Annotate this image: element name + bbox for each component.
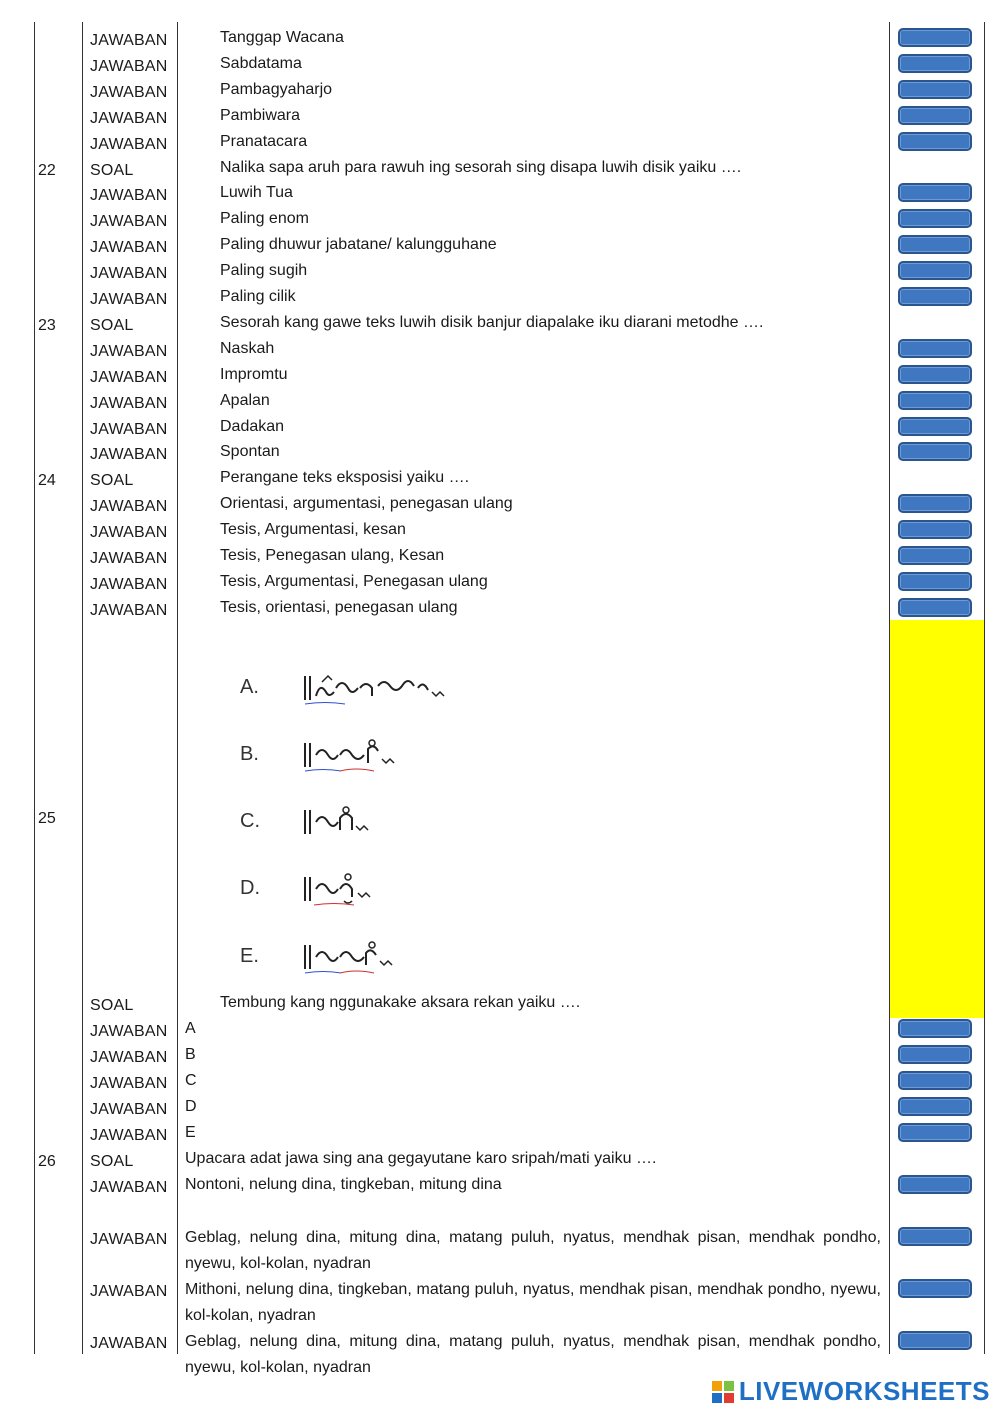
answer-label: JAWABAN (90, 239, 168, 256)
answer-drop-box[interactable] (898, 1227, 972, 1246)
question-text: Tembung kang nggunakake aksara rekan yaiku …. (220, 994, 581, 1011)
answer-option-text: Luwih Tua (220, 184, 293, 201)
answer-option-text: Dadakan (220, 418, 285, 435)
answer-drop-box[interactable] (898, 1331, 972, 1350)
answer-drop-box[interactable] (898, 235, 972, 254)
answer-label: JAWABAN (90, 58, 168, 75)
answer-drop-box[interactable] (898, 391, 972, 410)
answer-label: JAWABAN (90, 395, 168, 412)
answer-label: JAWABAN (90, 343, 168, 360)
option-letter: D. (240, 877, 260, 899)
javanese-script-image (300, 737, 450, 773)
option-letter: C. (240, 810, 260, 832)
answer-label: JAWABAN (90, 602, 168, 619)
answer-option-text: Tesis, Penegasan ulang, Kesan (220, 547, 445, 564)
answer-option-text: Mithoni, nelung dina, tingkeban, matang puluh, nyatus, mendhak pisan, mendhak pondho, nyewu, kol-kolan, nyadran (185, 1281, 881, 1324)
answer-drop-box[interactable] (898, 28, 972, 47)
answer-option-text: Apalan (220, 392, 270, 409)
answer-option-text: A (185, 1020, 196, 1037)
answer-label: JAWABAN (90, 1231, 168, 1248)
answer-label: JAWABAN (90, 1283, 168, 1300)
option-letter: E. (240, 945, 259, 967)
answer-option-text: Nontoni, nelung dina, tingkeban, mitung dina (185, 1176, 502, 1193)
answer-drop-box[interactable] (898, 1019, 972, 1038)
question-number: 26 (38, 1153, 56, 1170)
answer-option-text: D (185, 1098, 197, 1115)
answer-drop-box[interactable] (898, 546, 972, 565)
brand-name: LIVEWORKSHEETS (738, 1376, 990, 1406)
answer-drop-box[interactable] (898, 572, 972, 591)
answer-label: JAWABAN (90, 1179, 168, 1196)
answer-option-text: Orientasi, argumentasi, penegasan ulang (220, 495, 513, 512)
question-text: Perangane teks eksposisi yaiku …. (220, 469, 470, 486)
answer-label: JAWABAN (90, 421, 168, 438)
question-label: SOAL (90, 1153, 134, 1170)
question-label: SOAL (90, 317, 134, 334)
javanese-script-image (300, 670, 450, 706)
answer-drop-box[interactable] (898, 365, 972, 384)
answer-drop-box[interactable] (898, 1045, 972, 1064)
answer-drop-box[interactable] (898, 520, 972, 539)
answer-drop-box[interactable] (898, 287, 972, 306)
answer-option-text: Paling dhuwur jabatane/ kalungguhane (220, 236, 497, 253)
question-text: Nalika sapa aruh para rawuh ing sesorah sing disapa luwih disik yaiku …. (220, 159, 742, 176)
answer-drop-box[interactable] (898, 598, 972, 617)
answer-label: JAWABAN (90, 369, 168, 386)
answer-option-text: Naskah (220, 340, 275, 357)
answer-drop-box[interactable] (898, 1071, 972, 1090)
answer-drop-box[interactable] (898, 1123, 972, 1142)
answer-option-text: Paling enom (220, 210, 309, 227)
answer-drop-box[interactable] (898, 1279, 972, 1298)
question-number: 23 (38, 317, 56, 334)
answer-label: JAWABAN (90, 1075, 168, 1092)
answer-label: JAWABAN (90, 110, 168, 127)
answer-label: JAWABAN (90, 84, 168, 101)
answer-option-text: Tesis, orientasi, penegasan ulang (220, 599, 458, 616)
answer-drop-box[interactable] (898, 1175, 972, 1194)
question-text: Upacara adat jawa sing ana gegayutane karo sripah/mati yaiku …. (185, 1150, 657, 1167)
answer-option-text: Geblag, nelung dina, mitung dina, matang puluh, nyatus, mendhak pisan, mendhak pondho, nyewu, kol-kolan, nyadran (185, 1333, 881, 1376)
option-letter: A. (240, 676, 259, 698)
answer-option-text: E (185, 1124, 196, 1141)
answer-option-text: Tesis, Argumentasi, kesan (220, 521, 406, 538)
answer-label: JAWABAN (90, 446, 168, 463)
answer-option-text: Paling sugih (220, 262, 308, 279)
answer-label: JAWABAN (90, 187, 168, 204)
answer-drop-box[interactable] (898, 132, 972, 151)
answer-option-text: Pranatacara (220, 133, 308, 150)
answer-drop-box[interactable] (898, 183, 972, 202)
answer-option-text: Tanggap Wacana (220, 29, 344, 46)
javanese-script-image (300, 871, 450, 907)
answer-drop-box[interactable] (898, 54, 972, 73)
answer-label: JAWABAN (90, 1335, 168, 1352)
drop-zone-highlight[interactable] (890, 620, 984, 1018)
answer-drop-box[interactable] (898, 494, 972, 513)
answer-drop-box[interactable] (898, 261, 972, 280)
answer-label: JAWABAN (90, 576, 168, 593)
answer-option-text: Pambiwara (220, 107, 301, 124)
answer-label: JAWABAN (90, 1023, 168, 1040)
answer-option-text: Paling cilik (220, 288, 296, 305)
question-number: 25 (38, 810, 56, 827)
answer-drop-box[interactable] (898, 209, 972, 228)
answer-option-text: C (185, 1072, 197, 1089)
liveworksheets-logo-icon (711, 1380, 735, 1404)
answer-drop-box[interactable] (898, 80, 972, 99)
question-number: 24 (38, 472, 56, 489)
liveworksheets-brand (711, 1376, 990, 1407)
answer-label: JAWABAN (90, 498, 168, 515)
answer-drop-box[interactable] (898, 106, 972, 125)
answer-label: JAWABAN (90, 265, 168, 282)
answer-label: JAWABAN (90, 1127, 168, 1144)
answer-drop-box[interactable] (898, 1097, 972, 1116)
question-number: 22 (38, 162, 56, 179)
answer-option-text: Pambagyaharjo (220, 81, 333, 98)
answer-label: JAWABAN (90, 32, 168, 49)
question-label: SOAL (90, 472, 134, 489)
answer-label: JAWABAN (90, 213, 168, 230)
answer-label: JAWABAN (90, 291, 168, 308)
question-label: SOAL (90, 162, 134, 179)
answer-label: JAWABAN (90, 524, 168, 541)
question-text: Sesorah kang gawe teks luwih disik banjur diapalake iku diarani metodhe …. (220, 314, 764, 331)
answer-option-text: Impromtu (220, 366, 288, 383)
answer-drop-box[interactable] (898, 417, 972, 436)
question-label: SOAL (90, 997, 134, 1014)
option-letter: B. (240, 743, 259, 765)
javanese-script-image (300, 804, 450, 840)
answer-option-text: Spontan (220, 443, 280, 460)
answer-option-text: Geblag, nelung dina, mitung dina, matang puluh, nyatus, mendhak pisan, mendhak pondho, nyewu, kol-kolan, nyadran (185, 1229, 881, 1272)
answer-label: JAWABAN (90, 1049, 168, 1066)
answer-option-text: Tesis, Argumentasi, Penegasan ulang (220, 573, 488, 590)
answer-label: JAWABAN (90, 136, 168, 153)
answer-drop-box[interactable] (898, 442, 972, 461)
answer-label: JAWABAN (90, 1101, 168, 1118)
answer-option-text: Sabdatama (220, 55, 302, 72)
answer-drop-box[interactable] (898, 339, 972, 358)
answer-option-text: B (185, 1046, 196, 1063)
answer-label: JAWABAN (90, 550, 168, 567)
javanese-script-image (300, 939, 450, 975)
